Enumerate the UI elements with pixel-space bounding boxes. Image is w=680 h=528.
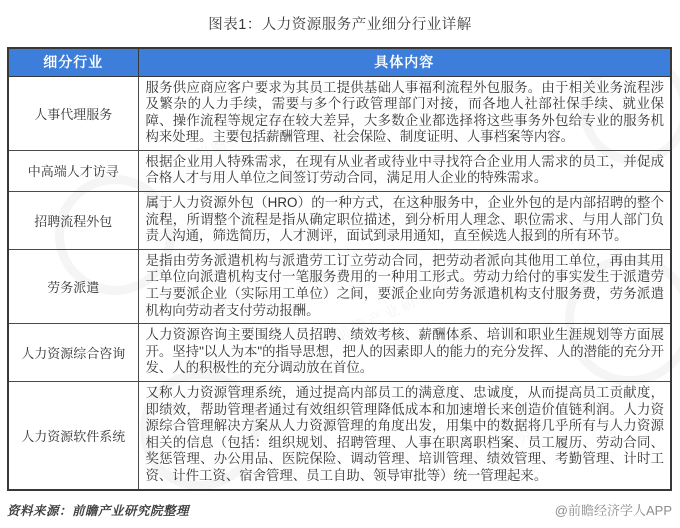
industry-cell: 人力资源综合咨询 xyxy=(8,324,138,382)
table-body xyxy=(8,76,671,490)
table-header-row xyxy=(8,48,671,76)
detail-cell: 又称人力资源管理系统，通过提高内部员工的满意度、忠诚度，从而提高员工贡献度，即绩效，帮助管理者通过有效组织管理降低成本和加速增长来创造价值链利润。人力资源综合管理解决方案从人力资源管理的角度出发，用集中的数据将几乎所有与人力资源相关的信息（包括：组织规划、招聘管理、人事在职离职档案、员工履历、劳动合同、奖惩管理、办公用品、医院保险、调动管理、培训管理、绩效管理、考勤管理、计时工资、计件工资、宿舍管理、员工自助、领导审批等）统一管理起来。 xyxy=(138,382,671,490)
detail-cell: 属于人力资源外包（HRO）的一种方式，在这种服务中，企业外包的是内部招聘的整个流程，所谓整个流程是指从确定职位描述，到分析用人理念、职位需求、与用人部门负责人沟通，筛选简历，人才测评，面试到录用通知，直至候选人报到的所有环节。 xyxy=(138,192,671,250)
table-row xyxy=(8,324,671,382)
industry-cell: 劳务派遣 xyxy=(8,249,138,323)
watermark-brand-text: 前瞻产业研究院 xyxy=(432,418,555,485)
table-row xyxy=(8,192,671,250)
watermark-brand-text: 前瞻产业研究院 xyxy=(332,278,455,345)
column-header-industry: 细分行业 xyxy=(8,48,138,76)
industry-cell: 中高端人才访寻 xyxy=(8,150,138,191)
table-row xyxy=(8,382,671,490)
industry-cell: 人事代理服务 xyxy=(8,76,138,150)
detail-cell: 服务供应商应客户要求为其员工提供基础人事福利流程外包服务。由于相关业务流程涉及繁杂的人力手续，需要与多个行政管理部门对接，而各地人社部社保手续、就业保障、操作流程等规定存在较大差异，大多数企业都选择将这些事务外包给专业的服务机构来处理。主要包括薪酬管理、社会保险、制度证明、人事档案等内容。 xyxy=(138,76,671,150)
brand-credit: @前瞻经济学人APP xyxy=(554,502,672,518)
industry-cell: 招聘流程外包 xyxy=(8,192,138,250)
industry-cell: 人力资源软件系统 xyxy=(8,382,138,490)
table-row xyxy=(8,76,671,150)
figure-footer xyxy=(7,500,672,519)
table-row xyxy=(8,150,671,191)
detail-cell: 人力资源咨询主要围绕人员招聘、绩效考核、薪酬体系、培训和职业生涯规划等方面展开。坚持"以人为本"的指导思想，把人的因素即人的能力的充分发挥、人的潜能的充分开发、人的积极性的充分调动放在首位。 xyxy=(138,324,671,382)
detail-cell: 是指由劳务派遣机构与派遣劳工订立劳动合同，把劳动者派向其他用工单位，再由其用工单位向派遣机构支付一笔服务费用的一种用工形式。劳动力给付的事实发生于派遣劳工与要派企业（实际用工单位）之间，要派企业向劳务派遣机构支付服务费，劳务派遣机构向劳动者支付劳动报酬。 xyxy=(138,249,671,323)
column-header-detail: 具体内容 xyxy=(138,48,671,76)
table-row xyxy=(8,249,671,323)
detail-cell: 根据企业用人特殊需求，在现有从业者或待业中寻找符合企业用人需求的员工，并促成合格人才与用人单位之间签订劳动合同，满足用人企业的特殊需求。 xyxy=(138,150,671,191)
watermark-brand-text: 前瞻产业研究院 xyxy=(192,98,315,165)
figure-title: 图表1：人力资源服务产业细分行业详解 xyxy=(208,17,472,33)
source-note: 资料来源：前瞻产业研究院整理 xyxy=(7,503,190,518)
industry-detail-table xyxy=(7,47,672,491)
